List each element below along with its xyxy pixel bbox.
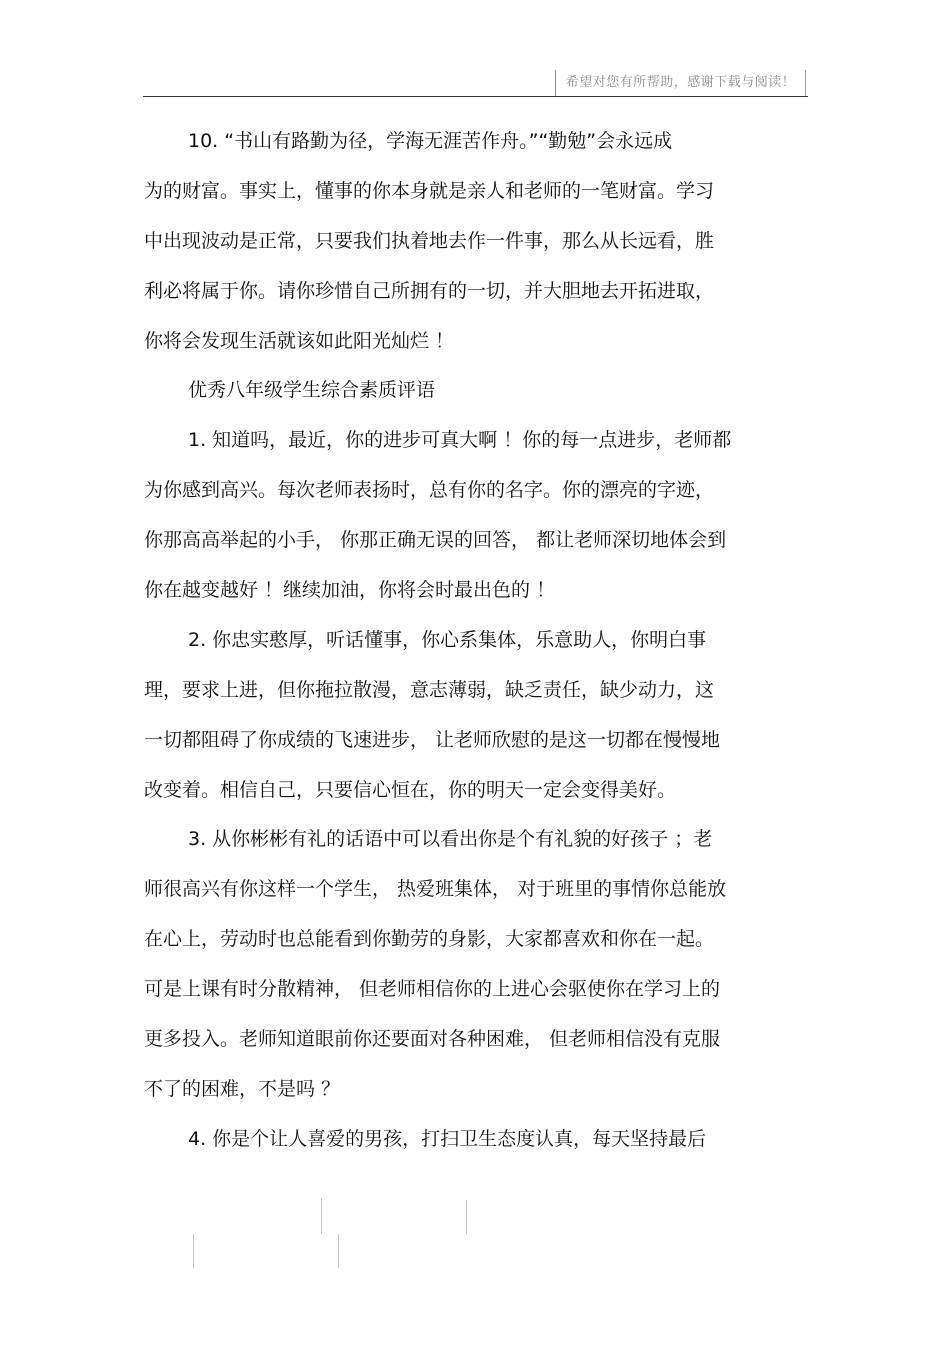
document-body <box>144 117 799 1165</box>
text-line: 改变着。相信自己，只要信心恒在，你的明天一定会变得美好。 <box>144 778 677 801</box>
text-line: 更多投入。老师知道眼前你还要面对各种困难， 但老师相信没有克服 <box>144 1028 721 1051</box>
text-line: 10. “书山有路勤为径，学海无涯苦作舟。”“勤勉”会永远成 <box>188 130 673 152</box>
text-line: 一切都阻碍了你成绩的飞速进步， 让老师欣慰的是这一切都在慢慢地 <box>144 728 721 751</box>
scan-artifact-line <box>338 1234 339 1268</box>
header-rule <box>143 96 808 97</box>
text-line: 你那高高举起的小手， 你那正确无误的回答， 都让老师深切地体会到 <box>144 529 727 552</box>
text-line: 为你感到高兴。每次老师表扬时，总有你的名字。你的漂亮的字迹， <box>144 479 715 502</box>
text-line: 2. 你忠实憨厚，听话懂事，你心系集体，乐意助人，你明白事 <box>188 628 707 651</box>
section-heading: 优秀八年级学生综合素质评语 <box>188 379 436 402</box>
text-line: 不了的困难，不是吗 ？ <box>144 1077 341 1100</box>
text-line: 可是上课有时分散精神， 但老师相信你的上进心会驱使你在学习上的 <box>144 978 721 1001</box>
scan-artifact-line <box>466 1200 467 1234</box>
text-line: 你在越变越好 ！继续加油，你将会时最出色的 ！ <box>144 579 556 602</box>
text-line: 在心上，劳动时也总能看到你勤劳的身影，大家都喜欢和你在一起。 <box>144 928 715 951</box>
scan-artifact-line <box>321 1198 322 1234</box>
text-line: 3. 从你彬彬有礼的话语中可以看出你是个有礼貌的好孩子 ；老 <box>188 828 713 851</box>
text-line: 中出现波动是正常，只要我们执着地去作一件事，那么从长远看，胜 <box>144 229 715 252</box>
text-line: 1. 知道吗，最近，你的进步可真大啊 ！你的每一点进步，老师都 <box>188 429 732 452</box>
scan-artifact-line <box>193 1234 194 1268</box>
text-line: 利必将属于你。请你珍惜自己所拥有的一切，并大胆地去开拓进取， <box>144 279 715 302</box>
header-note: 希望对您有所帮助，感谢下载与阅读！ <box>555 70 806 96</box>
text-line: 师很高兴有你这样一个学生， 热爱班集体， 对于班里的事情你总能放 <box>144 878 727 901</box>
text-line: 你将会发现生活就该如此阳光灿烂 ！ <box>144 329 455 352</box>
text-line: 4. 你是个让人喜爱的男孩，打扫卫生态度认真，每天坚持最后 <box>188 1127 707 1150</box>
text-line: 理，要求上进，但你拖拉散漫，意志薄弱，缺乏责任，缺少动力，这 <box>144 678 715 701</box>
text-line: 为的财富。事实上，懂事的你本身就是亲人和老师的一笔财富。学习 <box>144 179 715 202</box>
